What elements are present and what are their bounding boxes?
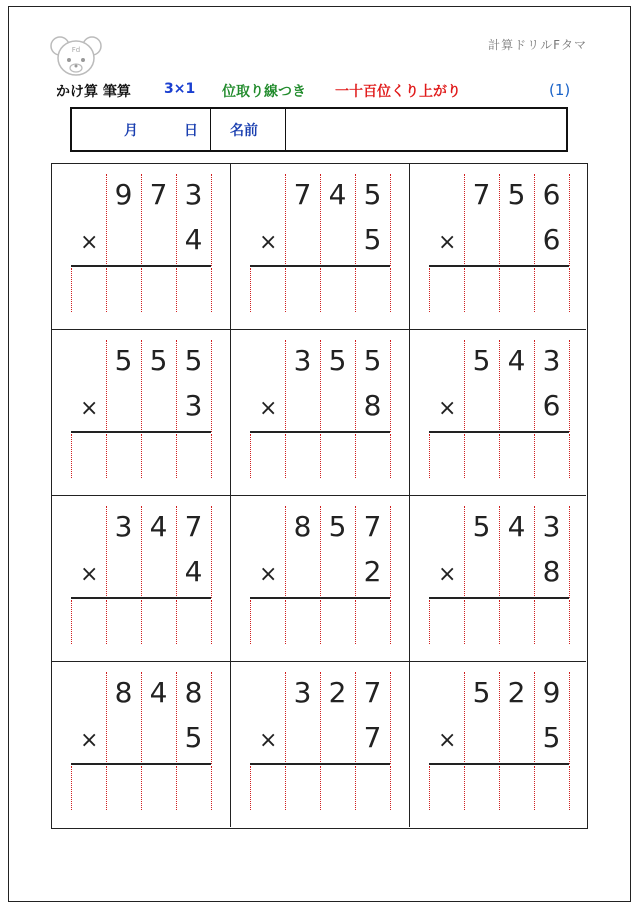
result-line xyxy=(429,597,569,599)
multiply-sign: × xyxy=(438,562,457,587)
answer-place-line xyxy=(211,600,212,644)
problem-cell xyxy=(52,662,231,827)
result-line xyxy=(250,265,390,267)
answer-place-line xyxy=(390,268,391,312)
multiplicand-digit: 3 xyxy=(184,178,203,211)
place-value-line xyxy=(211,672,212,764)
multiplicand-digit: 5 xyxy=(363,178,382,211)
answer-place-line xyxy=(569,600,570,644)
multiply-sign: × xyxy=(80,728,99,753)
answer-place-line xyxy=(569,268,570,312)
result-line xyxy=(429,763,569,765)
multiply-sign: × xyxy=(438,230,457,255)
place-value-line xyxy=(211,506,212,598)
problem-cell xyxy=(231,496,410,662)
problem-cell xyxy=(52,164,231,330)
multiplier-digit: 3 xyxy=(184,389,203,422)
result-line xyxy=(429,431,569,433)
multiplicand-digit: 5 xyxy=(149,344,168,377)
multiply-sign: × xyxy=(438,728,457,753)
multiply-sign: × xyxy=(259,728,278,753)
place-value-line xyxy=(390,174,391,266)
answer-area[interactable] xyxy=(250,600,390,644)
answer-place-line xyxy=(211,434,212,478)
answer-area[interactable] xyxy=(71,268,211,312)
sheet-number: (1) xyxy=(549,81,571,99)
multiplicand-digit: 3 xyxy=(542,510,561,543)
problem-cell xyxy=(410,164,586,330)
place-value-line xyxy=(390,340,391,432)
multiply-sign: × xyxy=(80,396,99,421)
multiplicand-digit: 7 xyxy=(363,510,382,543)
multiplier-digit: 6 xyxy=(542,389,561,422)
bear-logo-icon xyxy=(48,34,104,78)
multiplicand-digit: 5 xyxy=(328,510,347,543)
problem-cell xyxy=(52,496,231,662)
place-value-line xyxy=(569,340,570,432)
multiplicand-digit: 5 xyxy=(328,344,347,377)
multiplicand-digit: 7 xyxy=(184,510,203,543)
multiplicand-digit: 2 xyxy=(328,676,347,709)
answer-place-line xyxy=(569,766,570,810)
place-value-line xyxy=(569,174,570,266)
multiplicand-digit: 4 xyxy=(507,344,526,377)
result-line xyxy=(429,265,569,267)
problem-cell xyxy=(231,164,410,330)
multiplicand-digit: 5 xyxy=(184,344,203,377)
multiplicand-digit: 7 xyxy=(363,676,382,709)
multiplicand-digit: 3 xyxy=(114,510,133,543)
answer-area[interactable] xyxy=(250,434,390,478)
multiplier-digit: 8 xyxy=(542,555,561,588)
multiplicand-digit: 4 xyxy=(149,510,168,543)
multiplicand-digit: 3 xyxy=(542,344,561,377)
multiplicand-digit: 2 xyxy=(507,676,526,709)
multiplier-digit: 5 xyxy=(363,223,382,256)
multiply-sign: × xyxy=(80,230,99,255)
multiplicand-digit: 4 xyxy=(507,510,526,543)
multiplicand-digit: 5 xyxy=(114,344,133,377)
multiplicand-digit: 5 xyxy=(507,178,526,211)
answer-area[interactable] xyxy=(71,600,211,644)
title-line-note: 位取り線つき xyxy=(222,84,306,100)
place-value-line xyxy=(211,174,212,266)
result-line xyxy=(250,597,390,599)
result-line xyxy=(71,763,211,765)
name-date-box xyxy=(70,107,568,152)
result-line xyxy=(71,265,211,267)
answer-area[interactable] xyxy=(71,766,211,810)
answer-place-line xyxy=(211,268,212,312)
multiplier-digit: 2 xyxy=(363,555,382,588)
multiplicand-digit: 8 xyxy=(293,510,312,543)
title-main: かけ算 筆算 xyxy=(56,84,131,100)
multiplicand-digit: 7 xyxy=(293,178,312,211)
multiplier-digit: 6 xyxy=(542,223,561,256)
problem-cell xyxy=(231,662,410,827)
multiplicand-digit: 7 xyxy=(472,178,491,211)
answer-place-line xyxy=(211,766,212,810)
multiplier-digit: 5 xyxy=(542,721,561,754)
brand-label: 計算ドリルFタマ xyxy=(488,38,587,52)
multiplicand-digit: 3 xyxy=(293,344,312,377)
place-value-line xyxy=(211,340,212,432)
multiplicand-digit: 4 xyxy=(328,178,347,211)
answer-place-line xyxy=(390,434,391,478)
problem-cell xyxy=(410,662,586,827)
multiplicand-digit: 9 xyxy=(542,676,561,709)
multiplicand-digit: 8 xyxy=(114,676,133,709)
month-label: 月 xyxy=(124,123,138,139)
title-carry-note: 一十百位くり上がり xyxy=(335,84,461,100)
problem-cell xyxy=(410,330,586,496)
result-line xyxy=(250,763,390,765)
answer-area[interactable] xyxy=(429,268,569,312)
problem-cell xyxy=(410,496,586,662)
multiplier-digit: 7 xyxy=(363,721,382,754)
multiplier-digit: 5 xyxy=(184,721,203,754)
multiplicand-digit: 4 xyxy=(149,676,168,709)
answer-place-line xyxy=(390,766,391,810)
problem-grid xyxy=(51,163,588,829)
multiplier-digit: 8 xyxy=(363,389,382,422)
answer-place-line xyxy=(390,600,391,644)
multiplier-digit: 4 xyxy=(184,223,203,256)
multiply-sign: × xyxy=(259,562,278,587)
multiplicand-digit: 7 xyxy=(149,178,168,211)
problem-cell xyxy=(52,330,231,496)
worksheet-title xyxy=(56,81,576,103)
multiplicand-digit: 8 xyxy=(184,676,203,709)
multiplicand-digit: 5 xyxy=(472,344,491,377)
answer-area[interactable] xyxy=(250,268,390,312)
multiplicand-digit: 5 xyxy=(472,510,491,543)
multiplicand-digit: 3 xyxy=(293,676,312,709)
answer-area[interactable] xyxy=(71,434,211,478)
place-value-line xyxy=(390,506,391,598)
answer-place-line xyxy=(569,434,570,478)
multiply-sign: × xyxy=(80,562,99,587)
day-label: 日 xyxy=(184,123,198,139)
multiply-sign: × xyxy=(259,396,278,421)
answer-area[interactable] xyxy=(429,766,569,810)
svg-text:Fd: Fd xyxy=(71,46,81,54)
place-value-line xyxy=(569,506,570,598)
multiplicand-digit: 5 xyxy=(363,344,382,377)
multiplicand-digit: 9 xyxy=(114,178,133,211)
answer-area[interactable] xyxy=(250,766,390,810)
multiplicand-digit: 6 xyxy=(542,178,561,211)
name-label: 名前 xyxy=(230,123,258,139)
multiplier-digit: 4 xyxy=(184,555,203,588)
answer-area[interactable] xyxy=(429,600,569,644)
multiply-sign: × xyxy=(259,230,278,255)
multiplicand-digit: 5 xyxy=(472,676,491,709)
title-type: 3×1 xyxy=(164,81,196,97)
problem-cell xyxy=(231,330,410,496)
place-value-line xyxy=(390,672,391,764)
place-value-line xyxy=(569,672,570,764)
answer-area[interactable] xyxy=(429,434,569,478)
result-line xyxy=(71,597,211,599)
multiply-sign: × xyxy=(438,396,457,421)
result-line xyxy=(250,431,390,433)
result-line xyxy=(71,431,211,433)
